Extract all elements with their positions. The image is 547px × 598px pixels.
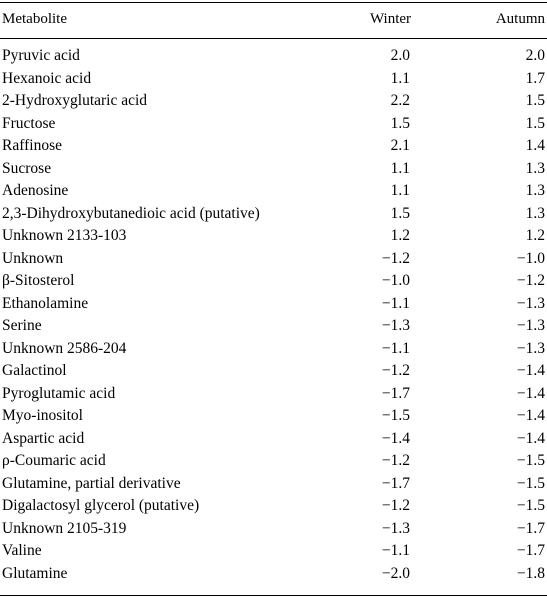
winter-value-cell: −1.1 <box>381 339 410 357</box>
winter-value-cell: 1.5 <box>390 204 410 222</box>
autumn-value-cell: 1.5 <box>525 114 545 132</box>
table-row <box>0 248 547 271</box>
table-row <box>0 270 547 293</box>
autumn-value-cell: −1.5 <box>516 474 545 492</box>
metabolite-name-cell: Valine <box>2 542 42 559</box>
autumn-value-cell: −1.4 <box>516 384 545 402</box>
metabolite-name-cell: Unknown 2133-103 <box>2 227 127 244</box>
table-row <box>0 338 547 361</box>
autumn-value-cell: −1.3 <box>516 317 545 334</box>
table-row <box>0 563 547 586</box>
metabolite-name-cell: Pyroglutamic acid <box>2 384 116 402</box>
metabolite-name-cell: Sucrose <box>2 159 52 177</box>
table-row <box>0 113 547 136</box>
winter-value-cell: −1.2 <box>381 362 410 379</box>
metabolite-name-cell: 2,3-Dihydroxybutanedioic acid (putative) <box>2 204 260 222</box>
table-body <box>0 45 547 585</box>
winter-value-cell: −1.3 <box>381 317 410 334</box>
winter-value-cell: 1.1 <box>390 159 410 177</box>
metabolite-name-cell: Fructose <box>2 114 56 132</box>
metabolite-name-cell: Hexanoic acid <box>2 69 92 87</box>
table-row <box>0 203 547 226</box>
table-row <box>0 225 547 248</box>
table-row <box>0 180 547 203</box>
autumn-value-cell: 1.3 <box>525 182 545 199</box>
table-row <box>0 495 547 518</box>
autumn-value-cell: −1.2 <box>516 272 545 289</box>
metabolite-name-cell: Aspartic acid <box>2 429 85 447</box>
winter-value-cell: 2.1 <box>390 137 410 154</box>
winter-value-cell: −1.1 <box>381 294 410 312</box>
autumn-value-cell: −1.4 <box>516 407 545 424</box>
table-row <box>0 90 547 113</box>
table-row <box>0 135 547 158</box>
winter-value-cell: −1.0 <box>381 272 410 289</box>
table-row <box>0 315 547 338</box>
table-bottom-rule <box>0 595 547 596</box>
metabolite-name-cell: Pyruvic acid <box>2 47 80 64</box>
autumn-value-cell: −1.8 <box>516 564 545 582</box>
table-row <box>0 158 547 181</box>
metabolite-name-cell: Unknown 2586-204 <box>2 339 127 357</box>
autumn-value-cell: −1.3 <box>516 339 545 357</box>
table-row <box>0 360 547 383</box>
autumn-value-cell: −1.7 <box>516 542 545 559</box>
metabolite-name-cell: Glutamine <box>2 564 68 582</box>
table-row <box>0 473 547 496</box>
table-row <box>0 428 547 451</box>
autumn-value-cell: −1.0 <box>516 249 545 267</box>
winter-value-cell: −1.3 <box>381 519 410 537</box>
table-row <box>0 293 547 316</box>
winter-value-cell: 2.0 <box>390 47 410 64</box>
metabolite-name-cell: Unknown 2105-319 <box>2 519 127 537</box>
autumn-value-cell: −1.5 <box>516 497 545 514</box>
table-row <box>0 383 547 406</box>
table-row <box>0 68 547 91</box>
autumn-value-cell: 1.3 <box>525 204 545 222</box>
winter-value-cell: 1.5 <box>390 114 410 132</box>
table-row <box>0 405 547 428</box>
autumn-value-cell: −1.7 <box>516 519 545 537</box>
header-autumn: Autumn <box>495 11 545 27</box>
winter-value-cell: 1.1 <box>390 69 410 87</box>
winter-value-cell: −1.2 <box>381 452 410 469</box>
header-metabolite: Metabolite <box>2 11 67 27</box>
metabolite-name-cell: Digalactosyl glycerol (putative) <box>2 497 200 514</box>
winter-value-cell: −2.0 <box>381 564 410 582</box>
metabolite-name-cell: Ethanolamine <box>2 294 89 312</box>
metabolite-name-cell: Glutamine, partial derivative <box>2 474 181 492</box>
table-row <box>0 518 547 541</box>
winter-value-cell: 2.2 <box>390 92 410 109</box>
metabolite-name-cell: Galactinol <box>2 362 67 379</box>
winter-value-cell: 1.1 <box>390 182 410 199</box>
autumn-value-cell: 1.4 <box>525 137 545 154</box>
winter-value-cell: −1.5 <box>381 407 410 424</box>
metabolite-name-cell: ρ-Coumaric acid <box>2 452 106 469</box>
table-top-rule <box>0 2 547 3</box>
autumn-value-cell: −1.5 <box>516 452 545 469</box>
metabolite-name-cell: 2-Hydroxyglutaric acid <box>2 92 148 109</box>
autumn-value-cell: −1.3 <box>516 294 545 312</box>
autumn-value-cell: 1.3 <box>525 159 545 177</box>
metabolite-name-cell: β-Sitosterol <box>2 272 75 289</box>
table-header-rule <box>0 38 547 39</box>
winter-value-cell: −1.2 <box>381 497 410 514</box>
winter-value-cell: −1.1 <box>381 542 410 559</box>
autumn-value-cell: −1.4 <box>516 362 545 379</box>
table-row <box>0 45 547 68</box>
winter-value-cell: −1.7 <box>381 474 410 492</box>
autumn-value-cell: 1.5 <box>525 92 545 109</box>
metabolite-name-cell: Unknown <box>2 249 64 267</box>
metabolite-name-cell: Serine <box>2 317 42 334</box>
winter-value-cell: 1.2 <box>390 227 410 244</box>
winter-value-cell: −1.4 <box>381 429 410 447</box>
table-row <box>0 450 547 473</box>
autumn-value-cell: 1.2 <box>525 227 545 244</box>
metabolite-name-cell: Myo-inositol <box>2 407 83 424</box>
winter-value-cell: −1.2 <box>381 249 410 267</box>
autumn-value-cell: 2.0 <box>525 47 545 64</box>
metabolite-name-cell: Adenosine <box>2 182 69 199</box>
metabolite-name-cell: Raffinose <box>2 137 62 154</box>
table-row <box>0 540 547 563</box>
autumn-value-cell: 1.7 <box>525 69 545 87</box>
header-winter: Winter <box>370 11 412 27</box>
autumn-value-cell: −1.4 <box>516 429 545 447</box>
winter-value-cell: −1.7 <box>381 384 410 402</box>
